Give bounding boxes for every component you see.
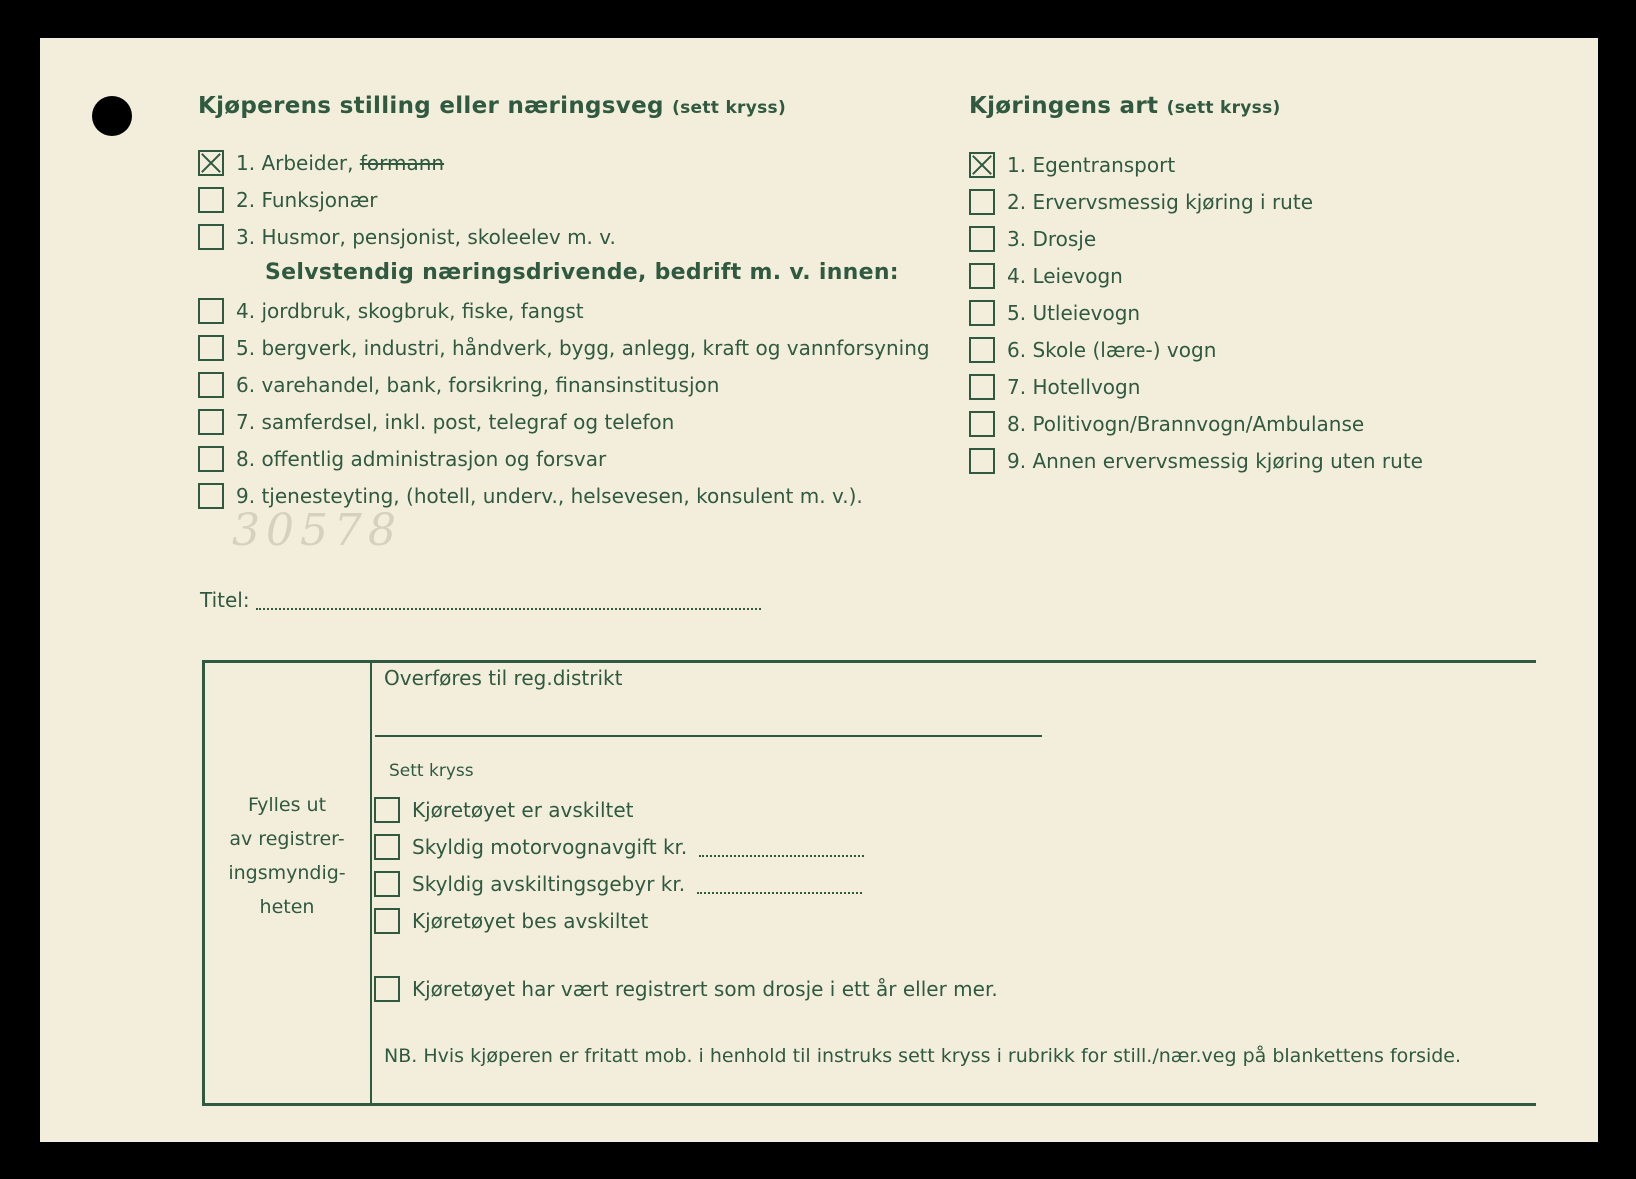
transfer-label: Overføres til reg.distrikt [384, 666, 623, 690]
side-label-line: Fylles ut [247, 794, 327, 816]
side-label-line: heten [259, 896, 315, 918]
side-label-line: ingsmyndig- [228, 862, 346, 884]
checkbox[interactable] [198, 446, 224, 472]
driving-option-1[interactable] [969, 152, 1175, 178]
box-divider [370, 660, 372, 1106]
driving-option-6[interactable] [969, 337, 1216, 363]
checkbox-checked[interactable] [198, 150, 224, 176]
option-label: 4. Leievogn [1007, 264, 1123, 288]
box-top-border [202, 660, 1536, 663]
option-label: 7. samferdsel, inkl. post, telegraf og telefon [236, 410, 675, 434]
checkbox[interactable] [969, 263, 995, 289]
nb-note: NB. Hvis kjøperen er fritatt mob. i henhold til instruks sett kryss i rubrikk for still./nær.veg på blankettens forside. [384, 1045, 1462, 1067]
check-label: Kjøretøyet er avskiltet [412, 798, 634, 822]
checkbox[interactable] [374, 797, 400, 823]
check-label: Skyldig motorvognavgift kr. [412, 835, 688, 859]
authority-side-label [206, 788, 368, 924]
buyer-option-3[interactable] [198, 224, 616, 250]
punch-hole [92, 96, 132, 136]
checkbox[interactable] [198, 224, 224, 250]
amount-dotted-line[interactable] [699, 837, 864, 857]
option-label: 3. Drosje [1007, 227, 1097, 251]
driving-option-2[interactable] [969, 189, 1313, 215]
check-label: Kjøretøyet bes avskiltet [412, 909, 649, 933]
self-employed-heading: Selvstendig næringsdrivende, bedrift m. v. innen: [265, 260, 899, 285]
amount-dotted-line[interactable] [697, 874, 862, 894]
business-option-8[interactable] [198, 446, 606, 472]
business-option-5[interactable] [198, 335, 930, 361]
driving-heading-note: (sett kryss) [1166, 98, 1281, 118]
driving-option-4[interactable] [969, 263, 1123, 289]
authority-check-avskiltingsgebyr[interactable] [374, 871, 862, 897]
driving-option-8[interactable] [969, 411, 1364, 437]
option-label: 1. Egentransport [1007, 153, 1176, 177]
checkbox[interactable] [374, 871, 400, 897]
checkbox[interactable] [969, 411, 995, 437]
authority-check-drosje[interactable] [374, 976, 998, 1002]
driving-heading-text: Kjøringens art [969, 93, 1159, 119]
checkbox[interactable] [198, 298, 224, 324]
title-field[interactable] [200, 588, 761, 612]
checkbox[interactable] [374, 834, 400, 860]
box-left-border [202, 660, 205, 1106]
check-label: Skyldig avskiltingsgebyr kr. [412, 872, 686, 896]
buyer-heading-note: (sett kryss) [672, 98, 787, 118]
driving-option-5[interactable] [969, 300, 1140, 326]
checkbox[interactable] [198, 187, 224, 213]
option-label: 9. Annen ervervsmessig kjøring uten rute [1007, 449, 1423, 473]
sett-kryss-label: Sett kryss [389, 761, 474, 781]
buyer-option-1[interactable] [198, 150, 444, 176]
checkbox[interactable] [198, 372, 224, 398]
option-label: 6. varehandel, bank, forsikring, finansinstitusjon [236, 373, 720, 397]
title-dotted-line[interactable] [256, 590, 761, 610]
authority-check-motorvognavgift[interactable] [374, 834, 864, 860]
checkbox[interactable] [198, 409, 224, 435]
check-label: Kjøretøyet har vært registrert som drosje i ett år eller mer. [412, 977, 998, 1001]
checkbox[interactable] [198, 335, 224, 361]
driving-option-3[interactable] [969, 226, 1096, 252]
checkbox[interactable] [969, 337, 995, 363]
option-label: 8. offentlig administrasjon og forsvar [236, 447, 607, 471]
option-label: 1. Arbeider, [236, 151, 354, 175]
checkbox[interactable] [374, 976, 400, 1002]
option-label: 8. Politivogn/Brannvogn/Ambulanse [1007, 412, 1365, 436]
box-bottom-border [202, 1103, 1536, 1106]
checkbox[interactable] [969, 448, 995, 474]
checkbox[interactable] [198, 483, 224, 509]
option-label: 6. Skole (lære-) vogn [1007, 338, 1217, 362]
driving-heading [969, 93, 1281, 119]
side-label-line: av registrer- [229, 828, 345, 850]
buyer-option-2[interactable] [198, 187, 378, 213]
checkbox[interactable] [969, 226, 995, 252]
buyer-heading-text: Kjøperens stilling eller næringsveg [198, 93, 664, 119]
option-label: 7. Hotellvogn [1007, 375, 1141, 399]
option-label: 4. jordbruk, skogbruk, fiske, fangst [236, 299, 584, 323]
authority-check-avskiltet[interactable] [374, 797, 634, 823]
struck-text: formann [359, 151, 445, 175]
checkbox[interactable] [969, 189, 995, 215]
option-label: 2. Funksjonær [236, 188, 378, 212]
transfer-line [375, 735, 1042, 737]
checkbox[interactable] [969, 300, 995, 326]
option-label: 2. Ervervsmessig kjøring i rute [1007, 190, 1313, 214]
title-label: Titel: [200, 588, 250, 612]
business-option-6[interactable] [198, 372, 719, 398]
option-label: 3. Husmor, pensjonist, skoleelev m. v. [236, 225, 616, 249]
business-option-7[interactable] [198, 409, 674, 435]
authority-check-bes-avskiltet[interactable] [374, 908, 648, 934]
checkbox-checked[interactable] [969, 152, 995, 178]
option-label: 5. Utleievogn [1007, 301, 1141, 325]
option-label: 9. tjenesteyting, (hotell, underv., helsevesen, konsulent m. v.). [236, 484, 863, 508]
business-option-4[interactable] [198, 298, 584, 324]
option-label: 5. bergverk, industri, håndverk, bygg, anlegg, kraft og vannforsyning [236, 336, 930, 360]
buyer-heading [198, 93, 786, 119]
handwritten-number: 30578 [232, 505, 402, 556]
driving-option-7[interactable] [969, 374, 1140, 400]
checkbox[interactable] [374, 908, 400, 934]
checkbox[interactable] [969, 374, 995, 400]
driving-option-9[interactable] [969, 448, 1423, 474]
